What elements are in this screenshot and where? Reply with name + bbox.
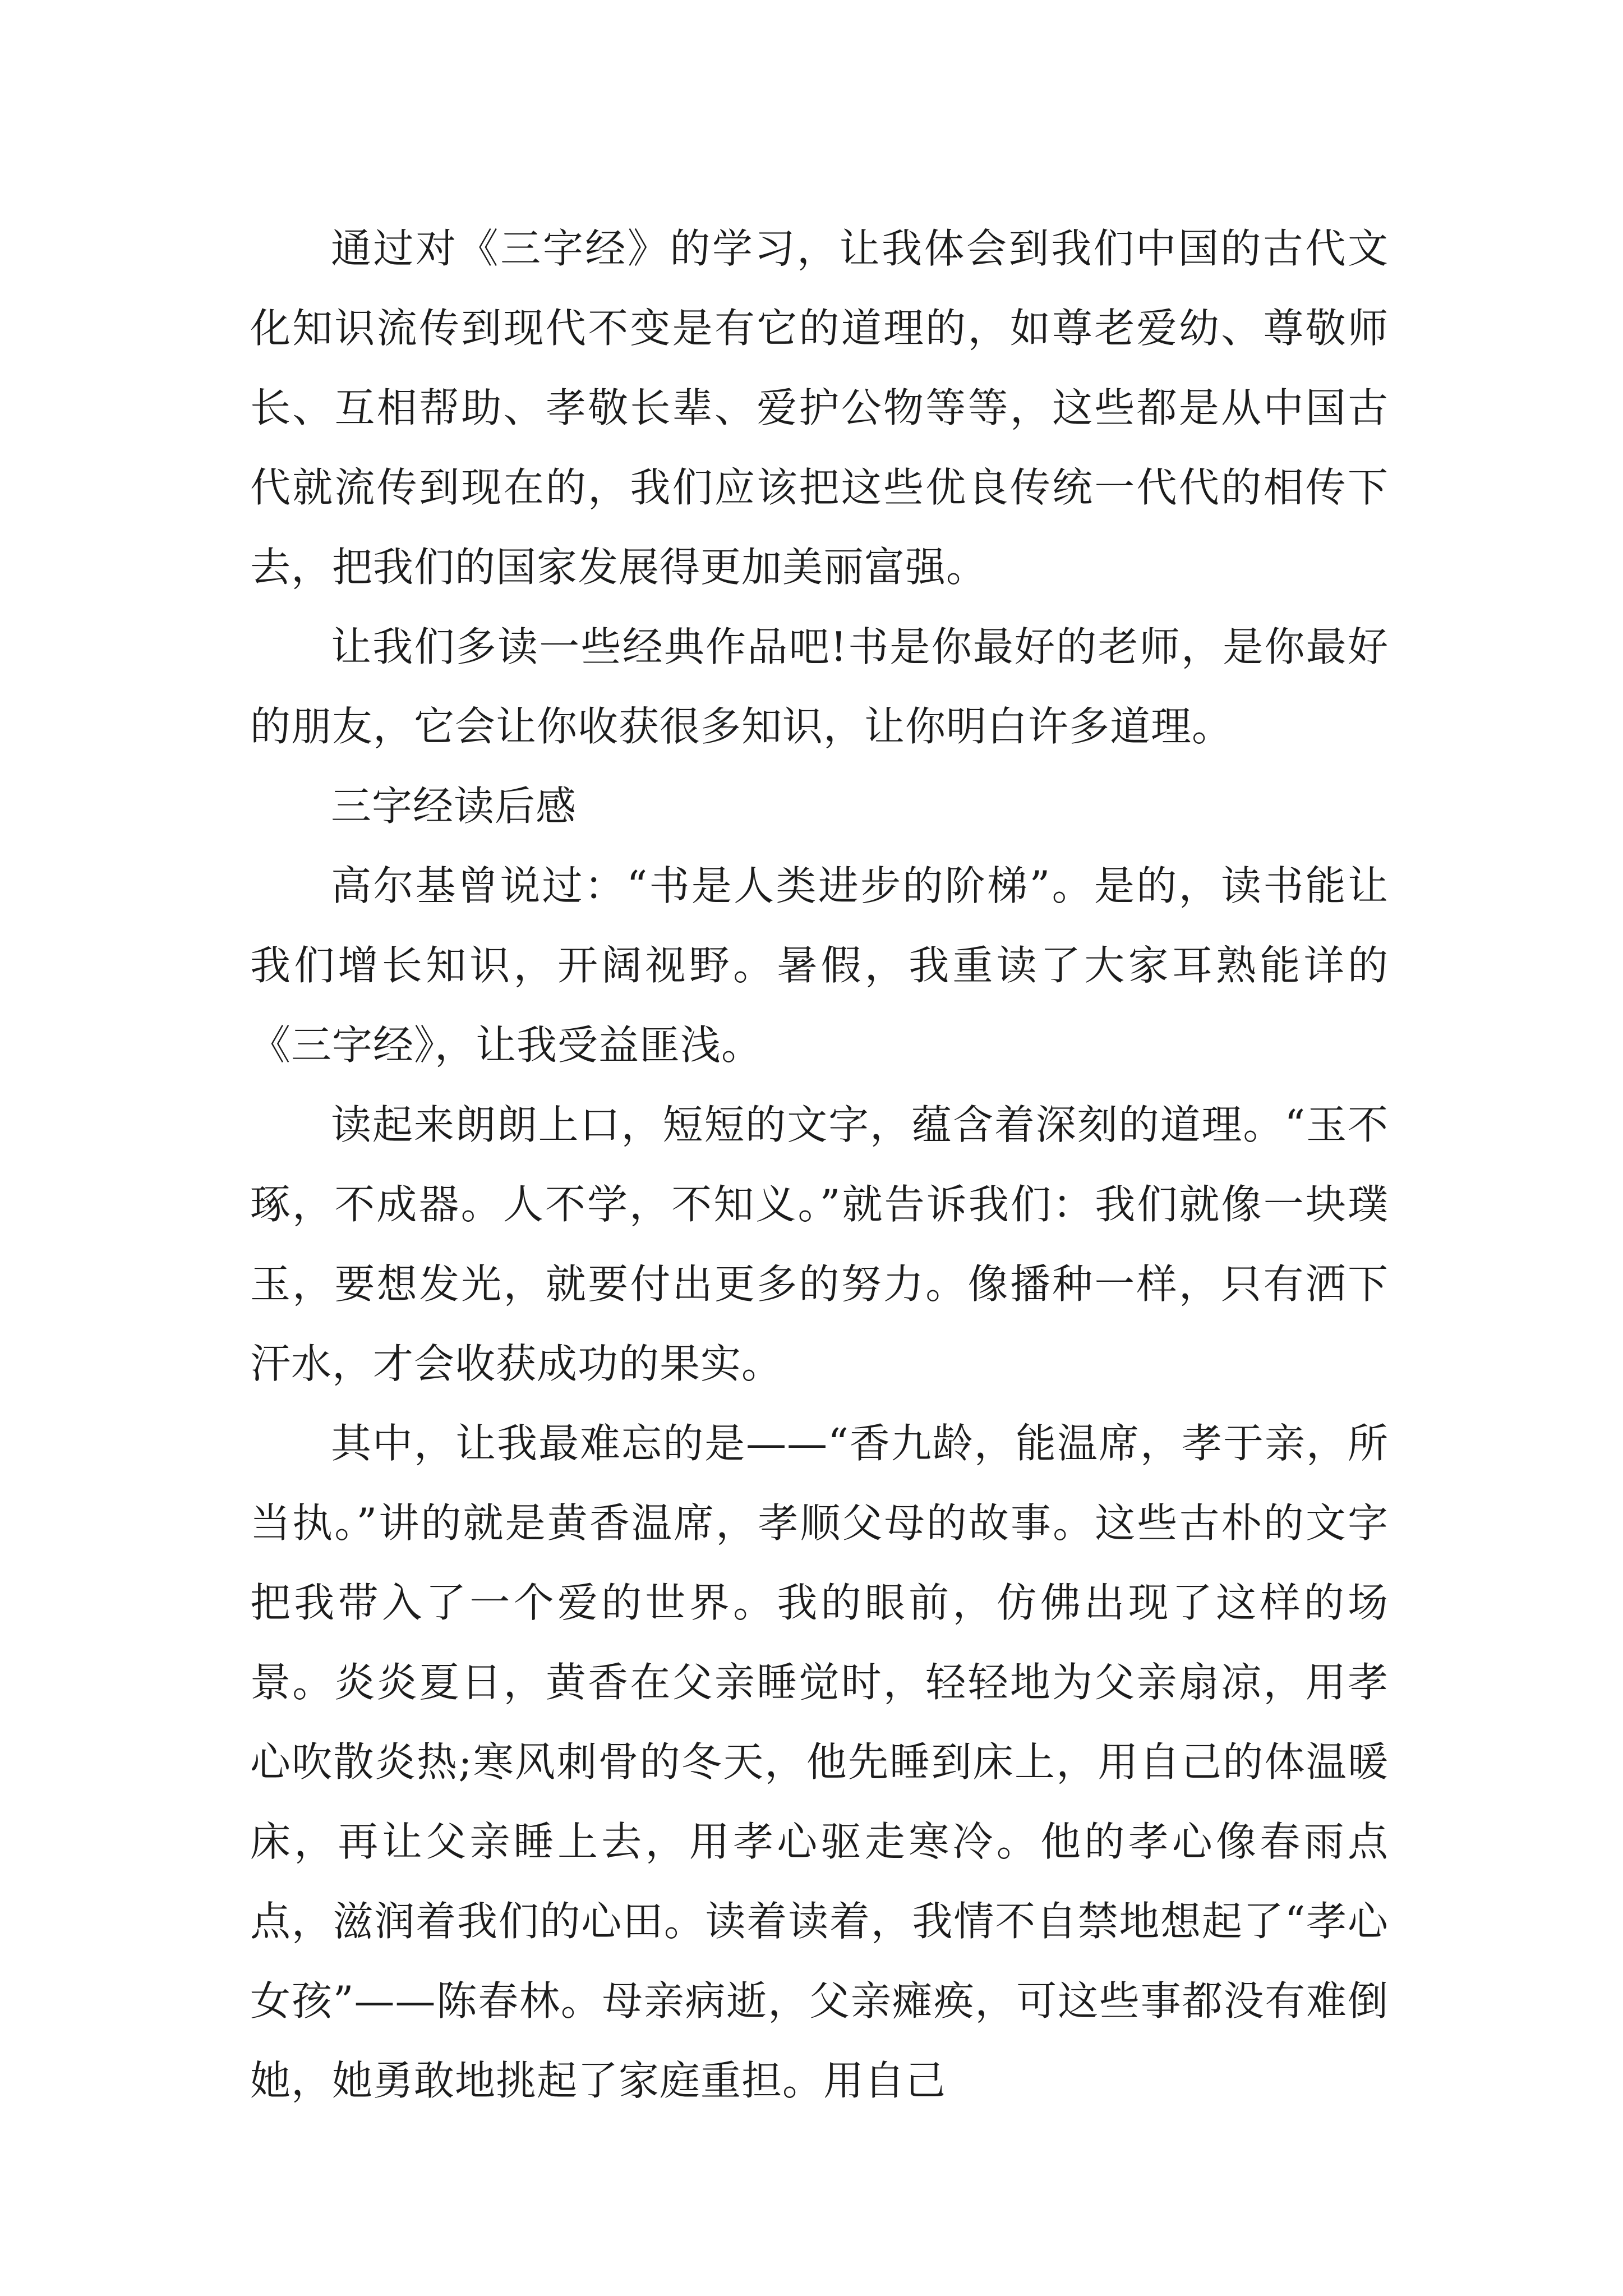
paragraph-4: 读起来朗朗上口，短短的文字，蕴含着深刻的道理。“玉不琢，不成器。人不学，不知义。”就告诉我们：我们就像一块璞玉，要想发光，就要付出更多的努力。像播种一样，只有洒下汗水，才会收获成功的果实。	[250, 1101, 1389, 1387]
paragraph-2: 让我们多读一些经典作品吧!书是你最好的老师，是你最好的朋友，它会让你收获很多知识，让你明白许多道理。	[250, 623, 1389, 750]
paragraph-1: 通过对《三字经》的学习，让我体会到我们中国的古代文化知识流传到现代不变是有它的道理的，如尊老爱幼、尊敬师长、互相帮助、孝敬长辈、爱护公物等等，这些都是从中国古代就流传到现在的，我们应该把这些优良传统一代代的相传下去，把我们的国家发展得更加美丽富强。	[250, 225, 1389, 591]
paragraph-3: 高尔基曾说过：“书是人类进步的阶梯”。是的，读书能让我们增长知识，开阔视野。暑假，我重读了大家耳熟能详的《三字经》，让我受益匪浅。	[250, 862, 1389, 1069]
paragraph-5: 其中，让我最难忘的是——“香九龄，能温席，孝于亲，所当执。”讲的就是黄香温席，孝顺父母的故事。这些古朴的文字把我带入了一个爱的世界。我的眼前，仿佛出现了这样的场景。炎炎夏日，黄香在父亲睡觉时，轻轻地为父亲扇凉，用孝心吹散炎热;寒风刺骨的冬天，他先睡到床上，用自己的体温暖床，再让父亲睡上去，用孝心驱走寒冷。他的孝心像春雨点点，滋润着我们的心田。读着读着，我情不自禁地想起了“孝心女孩”——陈春林。母亲病逝，父亲瘫痪，可这些事都没有难倒她，她勇敢地挑起了家庭重担。用自己	[250, 1420, 1389, 2104]
document-body	[250, 209, 1389, 2120]
section-title: 三字经读后感	[331, 783, 577, 830]
